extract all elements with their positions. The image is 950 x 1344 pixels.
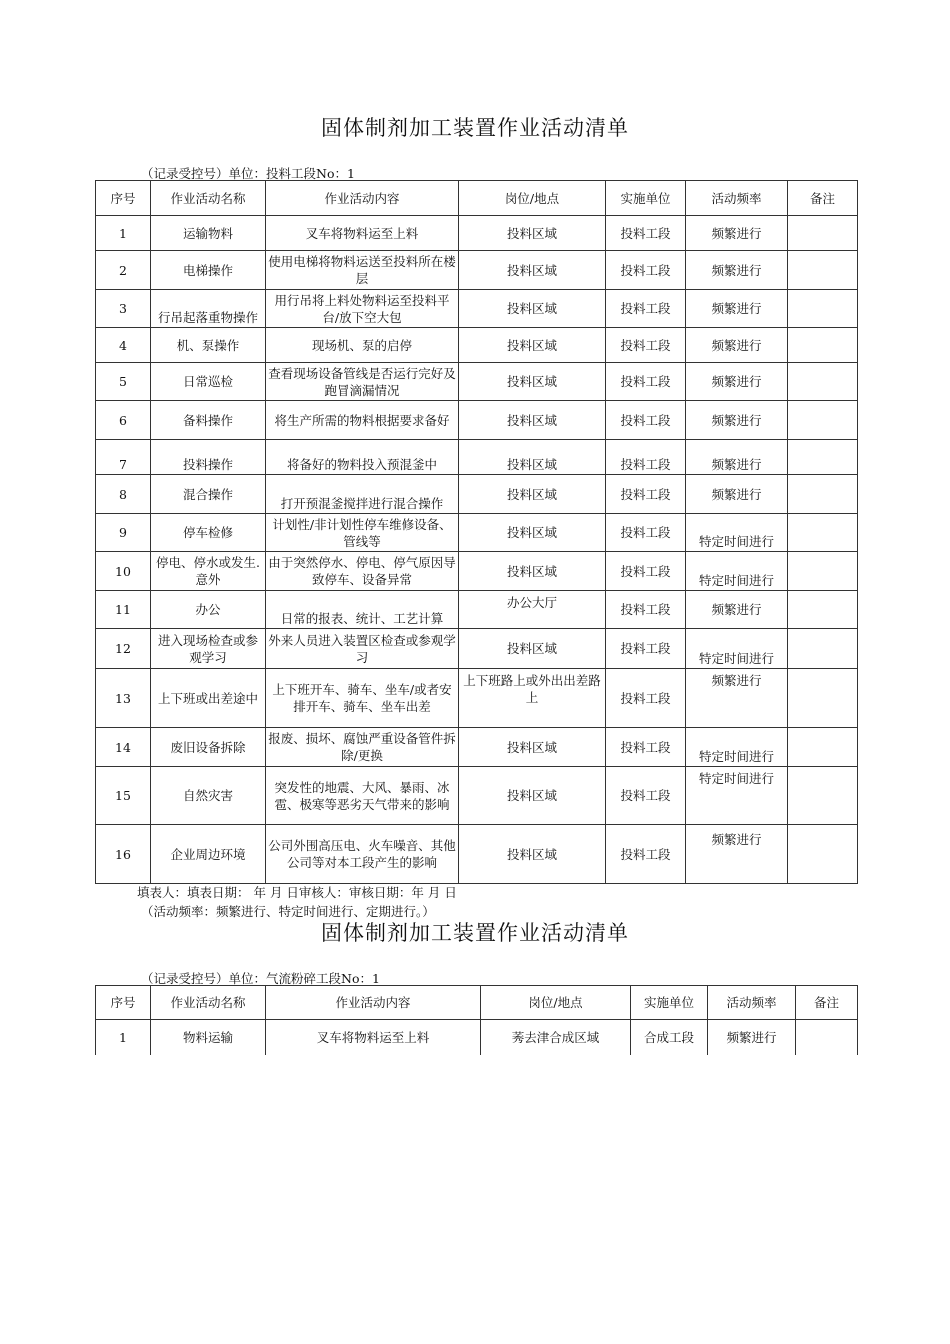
table-row [96, 669, 858, 728]
cell-name: 停车检修 [151, 514, 266, 552]
cell-place: 投料区域 [459, 475, 606, 514]
cell-note [788, 328, 858, 363]
cell-no: 12 [96, 629, 151, 669]
cell-note [788, 401, 858, 440]
col-header-unit: 实施单位 [631, 986, 708, 1020]
signature-line: 填表人：填表日期： 年 月 日审核人：审核日期：年 月 日 [137, 885, 457, 900]
cell-note [788, 251, 858, 290]
cell-freq: 频繁进行 [686, 475, 788, 514]
cell-name: 机、泵操作 [151, 328, 266, 363]
frequency-note: （活动频率：频繁进行、特定时间进行、定期进行。） [141, 904, 435, 919]
cell-name: 废旧设备拆除 [151, 728, 266, 767]
cell-place: 投料区域 [459, 328, 606, 363]
cell-place: 投料区域 [459, 290, 606, 328]
table-row [96, 251, 858, 290]
cell-place: 投料区域 [459, 251, 606, 290]
cell-no: 5 [96, 363, 151, 401]
cell-freq: 频繁进行 [686, 328, 788, 363]
cell-note [788, 728, 858, 767]
col-header-no: 序号 [96, 181, 151, 216]
cell-freq: 频繁进行 [686, 825, 788, 884]
cell-unit: 投料工段 [606, 290, 686, 328]
cell-place: 投料区域 [459, 514, 606, 552]
cell-name: 日常巡检 [151, 363, 266, 401]
table-row [96, 290, 858, 328]
cell-freq: 频繁进行 [708, 1020, 796, 1055]
table-row [96, 514, 858, 552]
cell-content: 由于突然停水、停电、停气原因导致停车、设备异常 [266, 552, 459, 591]
cell-unit: 投料工段 [606, 475, 686, 514]
cell-unit: 投料工段 [606, 629, 686, 669]
cell-note [788, 363, 858, 401]
cell-freq: 频繁进行 [686, 401, 788, 440]
table-row [96, 475, 858, 514]
cell-place: 投料区域 [459, 440, 606, 475]
cell-place: 投料区域 [459, 629, 606, 669]
cell-name: 电梯操作 [151, 251, 266, 290]
cell-place: 投料区域 [459, 728, 606, 767]
cell-content: 叉车将物料运至上料 [266, 216, 459, 251]
cell-unit: 投料工段 [606, 552, 686, 591]
col-header-freq: 活动频率 [708, 986, 796, 1020]
cell-name: 投料操作 [151, 440, 266, 475]
cell-unit: 投料工段 [606, 669, 686, 728]
cell-freq: 频繁进行 [686, 440, 788, 475]
table-row [96, 825, 858, 884]
cell-place: 投料区域 [459, 401, 606, 440]
col-header-content: 作业活动内容 [266, 986, 481, 1020]
cell-freq: 频繁进行 [686, 591, 788, 629]
cell-note [788, 767, 858, 825]
activity-table [95, 985, 858, 1055]
cell-no: 14 [96, 728, 151, 767]
col-header-no: 序号 [96, 986, 151, 1020]
cell-content: 上下班开车、骑车、坐车/或者安排开车、骑车、坐车出差 [266, 669, 459, 728]
cell-content: 查看现场设备管线是否运行完好及跑冒滴漏情况 [266, 363, 459, 401]
table-row [96, 767, 858, 825]
cell-note [788, 591, 858, 629]
cell-unit: 投料工段 [606, 401, 686, 440]
cell-no: 6 [96, 401, 151, 440]
table-row [96, 591, 858, 629]
cell-unit: 投料工段 [606, 440, 686, 475]
cell-no: 8 [96, 475, 151, 514]
cell-unit: 投料工段 [606, 216, 686, 251]
col-header-name: 作业活动名称 [151, 986, 266, 1020]
col-header-note: 备注 [796, 986, 858, 1020]
cell-note [788, 669, 858, 728]
cell-no: 4 [96, 328, 151, 363]
cell-place: 投料区域 [459, 825, 606, 884]
cell-note [788, 475, 858, 514]
cell-freq: 特定时间进行 [686, 767, 788, 825]
cell-place: 投料区域 [459, 216, 606, 251]
col-header-name: 作业活动名称 [151, 181, 266, 216]
cell-unit: 投料工段 [606, 251, 686, 290]
table-row [96, 1020, 858, 1055]
col-header-place: 岗位/地点 [481, 986, 631, 1020]
cell-note [788, 514, 858, 552]
cell-freq: 频繁进行 [686, 290, 788, 328]
cell-content: 报废、损坏、腐蚀严重设备管件拆除/更换 [266, 728, 459, 767]
cell-content: 日常的报表、统计、工艺计算 [266, 591, 459, 629]
cell-note [788, 629, 858, 669]
cell-note [788, 552, 858, 591]
cell-content: 将生产所需的物料根据要求备好 [266, 401, 459, 440]
cell-no: 1 [96, 216, 151, 251]
cell-note [796, 1020, 858, 1055]
cell-note [788, 290, 858, 328]
cell-name: 备料操作 [151, 401, 266, 440]
col-header-content: 作业活动内容 [266, 181, 459, 216]
cell-freq: 频繁进行 [686, 669, 788, 728]
cell-no: 16 [96, 825, 151, 884]
cell-name: 上下班或出差途中 [151, 669, 266, 728]
cell-unit: 投料工段 [606, 328, 686, 363]
cell-place: 投料区域 [459, 767, 606, 825]
cell-content: 外来人员进入装置区检查或参观学习 [266, 629, 459, 669]
cell-name: 进入现场检查或参观学习 [151, 629, 266, 669]
cell-name: 运输物料 [151, 216, 266, 251]
cell-no: 2 [96, 251, 151, 290]
cell-note [788, 440, 858, 475]
record-meta: （记录受控号）单位：投料工段No：1 [141, 166, 355, 181]
cell-freq: 特定时间进行 [686, 514, 788, 552]
table-row [96, 328, 858, 363]
cell-no: 13 [96, 669, 151, 728]
cell-name: 企业周边环境 [151, 825, 266, 884]
col-header-place: 岗位/地点 [459, 181, 606, 216]
record-meta: （记录受控号）单位：气流粉碎工段No：1 [141, 971, 380, 986]
cell-freq: 频繁进行 [686, 216, 788, 251]
cell-freq: 特定时间进行 [686, 552, 788, 591]
cell-freq: 频繁进行 [686, 251, 788, 290]
page-title: 固体制剂加工装置作业活动清单 [321, 116, 629, 140]
cell-place: 投料区域 [459, 552, 606, 591]
cell-place: 莠去津合成区域 [481, 1020, 631, 1055]
cell-freq: 特定时间进行 [686, 629, 788, 669]
page-title: 固体制剂加工装置作业活动清单 [321, 921, 629, 945]
table-row [96, 363, 858, 401]
table-row [96, 629, 858, 669]
cell-note [788, 216, 858, 251]
cell-freq: 频繁进行 [686, 363, 788, 401]
cell-content: 突发性的地震、大风、暴雨、冰雹、极寒等恶劣天气带来的影响 [266, 767, 459, 825]
cell-content: 叉车将物料运至上料 [266, 1020, 481, 1055]
cell-no: 15 [96, 767, 151, 825]
cell-place: 上下班路上或外出出差路上 [459, 669, 606, 728]
cell-unit: 投料工段 [606, 767, 686, 825]
cell-name: 自然灾害 [151, 767, 266, 825]
cell-content: 现场机、泵的启停 [266, 328, 459, 363]
table-header-row [96, 181, 858, 216]
table-header-row [96, 986, 858, 1020]
col-header-freq: 活动频率 [686, 181, 788, 216]
table-row [96, 728, 858, 767]
cell-content: 打开预混釜搅拌进行混合操作 [266, 475, 459, 514]
cell-unit: 投料工段 [606, 363, 686, 401]
cell-content: 公司外围高压电、火车噪音、其他公司等对本工段产生的影响 [266, 825, 459, 884]
col-header-unit: 实施单位 [606, 181, 686, 216]
cell-place: 办公大厅 [459, 591, 606, 629]
table-row [96, 552, 858, 591]
table-row [96, 401, 858, 440]
cell-content: 用行吊将上料处物料运至投料平台/放下空大包 [266, 290, 459, 328]
cell-no: 3 [96, 290, 151, 328]
cell-unit: 投料工段 [606, 728, 686, 767]
cell-no: 9 [96, 514, 151, 552]
cell-unit: 投料工段 [606, 825, 686, 884]
table-row [96, 440, 858, 475]
cell-content: 使用电梯将物料运送至投料所在楼层 [266, 251, 459, 290]
cell-place: 投料区域 [459, 363, 606, 401]
cell-content: 将备好的物料投入预混釜中 [266, 440, 459, 475]
cell-no: 10 [96, 552, 151, 591]
col-header-note: 备注 [788, 181, 858, 216]
cell-name: 混合操作 [151, 475, 266, 514]
cell-unit: 合成工段 [631, 1020, 708, 1055]
cell-name: 办公 [151, 591, 266, 629]
cell-note [788, 825, 858, 884]
table-row [96, 216, 858, 251]
activity-table [95, 180, 858, 884]
cell-freq: 特定时间进行 [686, 728, 788, 767]
cell-content: 计划性/非计划性停车维修设备、管线等 [266, 514, 459, 552]
cell-unit: 投料工段 [606, 591, 686, 629]
cell-name: 物料运输 [151, 1020, 266, 1055]
cell-name: 停电、停水或发生.意外 [151, 552, 266, 591]
cell-no: 11 [96, 591, 151, 629]
cell-unit: 投料工段 [606, 514, 686, 552]
cell-no: 7 [96, 440, 151, 475]
cell-no: 1 [96, 1020, 151, 1055]
cell-name: 行吊起落重物操作 [151, 290, 266, 328]
